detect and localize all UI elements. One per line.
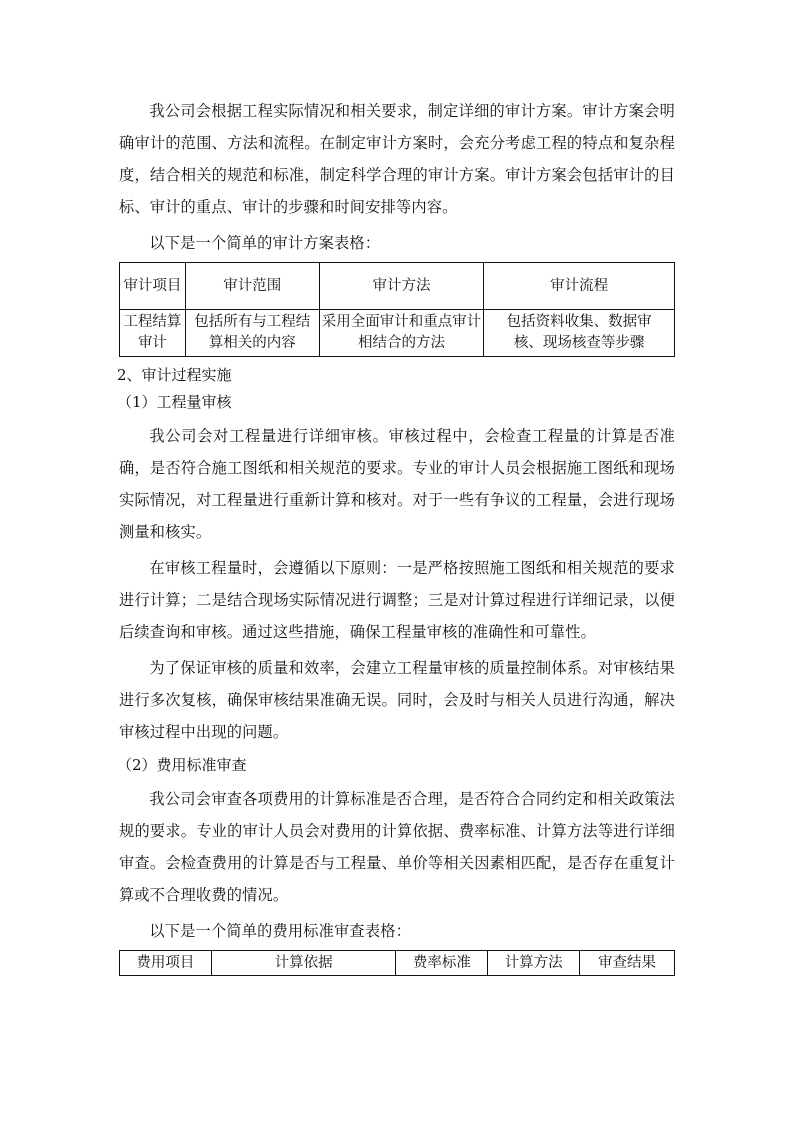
table-cell: 包括资料收集、数据审核、现场核查等步骤: [484, 310, 675, 357]
table-header-cell: 费用项目: [120, 951, 212, 976]
table-header-cell: 审计范围: [185, 263, 319, 310]
table-cell: 工程结算审计: [120, 310, 186, 357]
table-header-cell: 计算方法: [488, 951, 580, 976]
table-header-cell: 审计方法: [319, 263, 484, 310]
table-cell: 包括所有与工程结算相关的内容: [185, 310, 319, 357]
table-header-row: [120, 263, 675, 310]
paragraph-audit-plan: 我公司会根据工程实际情况和相关要求，制定详细的审计方案。审计方案会明确审计的范围、方法和流程。在制定审计方案时，会充分考虑工程的特点和复杂程度，结合相关的规范和标准，制定科学合理的审计方案。审计方案会包括审计的目标、审计的重点、审计的步骤和时间安排等内容。: [119, 102, 675, 216]
subsection-heading-quantity-audit: （1）工程量审核: [117, 393, 232, 411]
table-row: [120, 310, 675, 357]
table-header-cell: 审计项目: [120, 263, 186, 310]
paragraph-table2-intro: 以下是一个简单的费用标准审查表格：: [149, 922, 411, 940]
table-header-cell: 计算依据: [211, 951, 396, 976]
document-page: [119, 95, 675, 976]
table-header-cell: 审查结果: [580, 951, 675, 976]
paragraph-quality-control: 为了保证审核的质量和效率，会建立工程量审核的质量控制体系。对审核结果进行多次复核，确保审核结果准确无误。同时，会及时与相关人员进行沟通，解决审核过程中出现的问题。: [119, 659, 675, 741]
section-heading: 2、审计过程实施: [117, 366, 232, 384]
table-header-cell: 费率标准: [396, 951, 488, 976]
audit-plan-table: [119, 262, 675, 357]
paragraph-quantity-audit: 我公司会对工程量进行详细审核。审核过程中，会检查工程量的计算是否准确，是否符合施工图纸和相关规范的要求。专业的审计人员会根据施工图纸和现场实际情况，对工程量进行重新计算和核对。对于一些有争议的工程量，会进行现场测量和核实。: [119, 427, 675, 541]
table-header-cell: 审计流程: [484, 263, 675, 310]
paragraph-audit-principles: 在审核工程量时，会遵循以下原则：一是严格按照施工图纸和相关规范的要求进行计算；二是结合现场实际情况进行调整；三是对计算过程进行详细记录，以便后续查询和审核。通过这些措施，确保工程量审核的准确性和可靠性。: [119, 559, 675, 641]
table-header-row: [120, 951, 675, 976]
table-cell: 采用全面审计和重点审计相结合的方法: [319, 310, 484, 357]
subsection-heading-fee-review: （2）费用标准审查: [117, 756, 247, 774]
paragraph-fee-review: 我公司会审查各项费用的计算标准是否合理，是否符合合同约定和相关政策法规的要求。专业的审计人员会对费用的计算依据、费率标准、计算方法等进行详细审查。会检查费用的计算是否与工程量、单价等相关因素相匹配，是否存在重复计算或不合理收费的情况。: [119, 790, 675, 904]
paragraph-table1-intro: 以下是一个简单的审计方案表格：: [149, 234, 381, 252]
fee-review-table: [119, 950, 675, 976]
